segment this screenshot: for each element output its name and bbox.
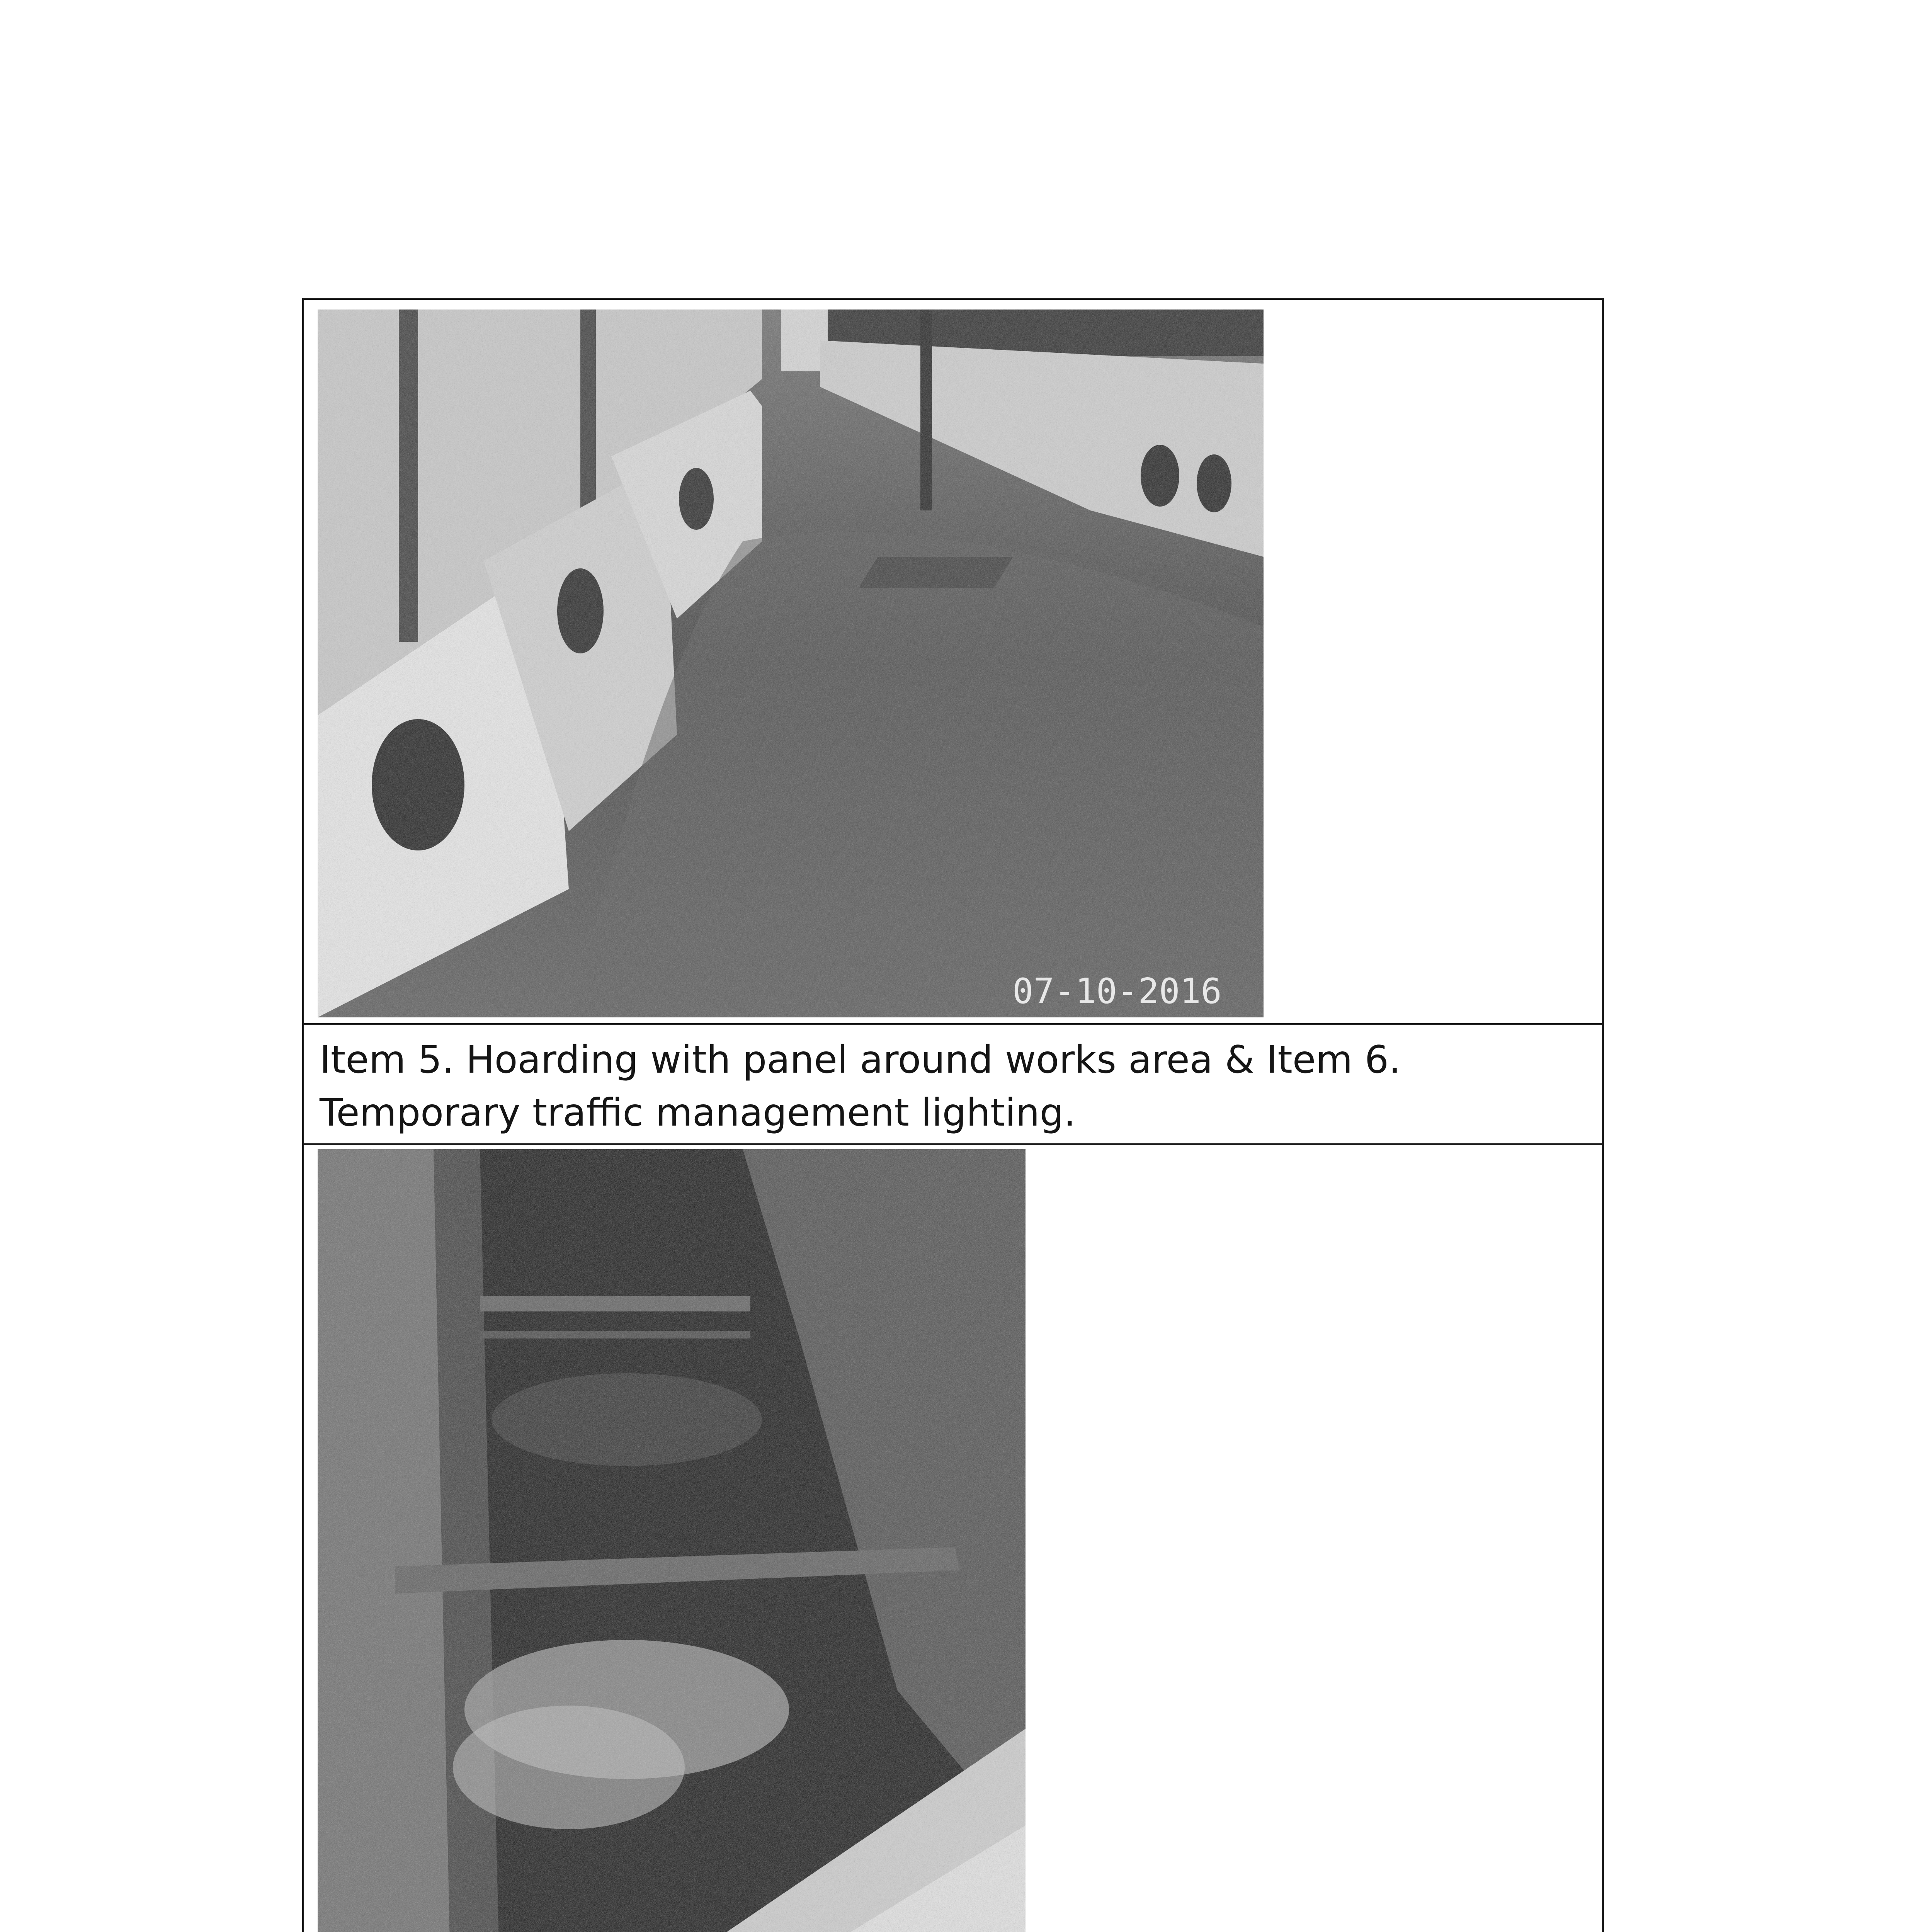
photo-date-stamp: 07-10-2016 — [1012, 971, 1222, 1012]
construction-walkway-photo — [318, 310, 1264, 1017]
photo-cell-item-5-6 — [304, 300, 1602, 1025]
walkway-photo-graphic — [318, 310, 1264, 1017]
caption-cell-item-5-6 — [304, 1025, 1602, 1145]
photo-cell-item-7 — [304, 1145, 1602, 1932]
channel-photo-graphic — [318, 1149, 1026, 1932]
drainage-channel-photo — [318, 1149, 1026, 1932]
photo-record-table — [302, 298, 1604, 1932]
photo-caption: Item 5. Hoarding with panel around works area & Item 6. Temporary traffic management lighting. — [320, 1038, 1401, 1135]
